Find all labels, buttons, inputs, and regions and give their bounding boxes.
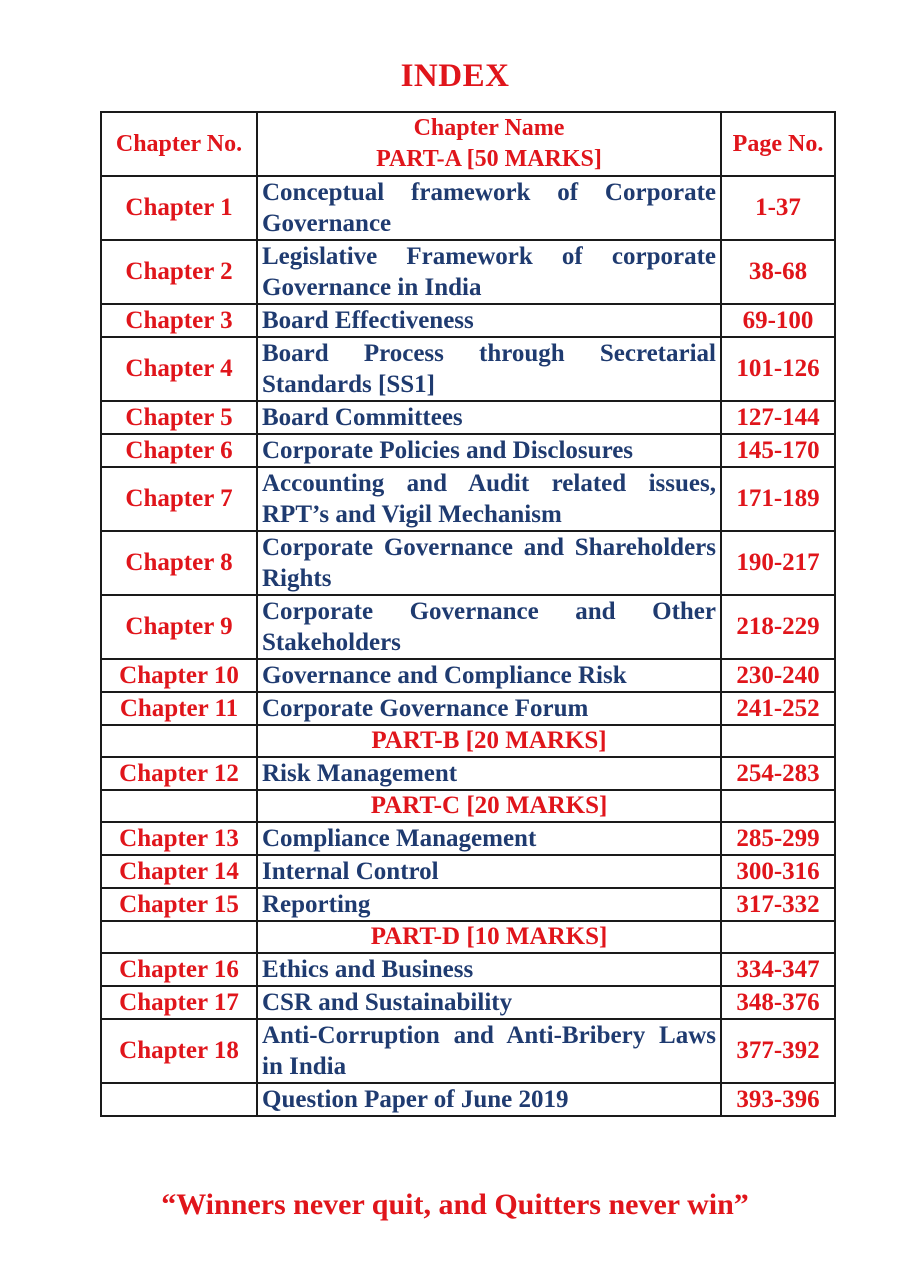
chapter-name: Board Process through Secretarial Standards [SS1] bbox=[257, 337, 721, 401]
table-row bbox=[101, 953, 835, 986]
page-range: 285-299 bbox=[721, 822, 835, 855]
chapter-number: Chapter 10 bbox=[101, 659, 257, 692]
chapter-number: Chapter 11 bbox=[101, 692, 257, 725]
table-row bbox=[101, 434, 835, 467]
chapter-number bbox=[101, 1083, 257, 1116]
table-row bbox=[101, 240, 835, 304]
chapter-name: Legislative Framework of corporate Governance in India bbox=[257, 240, 721, 304]
chapter-name: Reporting bbox=[257, 888, 721, 921]
chapter-name: Accounting and Audit related issues, RPT’s and Vigil Mechanism bbox=[257, 467, 721, 531]
part-row bbox=[101, 921, 835, 953]
chapter-number: Chapter 12 bbox=[101, 757, 257, 790]
part-a-heading: PART-A [50 MARKS] bbox=[376, 146, 602, 172]
page-range: 334-347 bbox=[721, 953, 835, 986]
chapter-number: Chapter 13 bbox=[101, 822, 257, 855]
index-table bbox=[100, 111, 836, 1117]
page-range: 230-240 bbox=[721, 659, 835, 692]
chapter-name: Corporate Governance Forum bbox=[257, 692, 721, 725]
chapter-number: Chapter 4 bbox=[101, 337, 257, 401]
empty-cell bbox=[721, 725, 835, 757]
table-row bbox=[101, 888, 835, 921]
chapter-name: Question Paper of June 2019 bbox=[257, 1083, 721, 1116]
empty-cell bbox=[101, 790, 257, 822]
chapter-number: Chapter 8 bbox=[101, 531, 257, 595]
chapter-number: Chapter 9 bbox=[101, 595, 257, 659]
table-row bbox=[101, 467, 835, 531]
table-row bbox=[101, 986, 835, 1019]
table-row bbox=[101, 595, 835, 659]
part-d-heading: PART-D [10 MARKS] bbox=[257, 921, 721, 953]
table-row bbox=[101, 757, 835, 790]
table-row bbox=[101, 822, 835, 855]
empty-cell bbox=[101, 725, 257, 757]
page-range: 171-189 bbox=[721, 467, 835, 531]
chapter-name: CSR and Sustainability bbox=[257, 986, 721, 1019]
page-range: 377-392 bbox=[721, 1019, 835, 1083]
chapter-number: Chapter 17 bbox=[101, 986, 257, 1019]
page-title: INDEX bbox=[400, 58, 510, 94]
page-range: 1-37 bbox=[721, 176, 835, 240]
page-range: 69-100 bbox=[721, 304, 835, 337]
header-row bbox=[101, 112, 835, 176]
chapter-name: Internal Control bbox=[257, 855, 721, 888]
page-range: 127-144 bbox=[721, 401, 835, 434]
chapter-number: Chapter 15 bbox=[101, 888, 257, 921]
page-range: 101-126 bbox=[721, 337, 835, 401]
chapter-name: Anti-Corruption and Anti-Bribery Laws in India bbox=[257, 1019, 721, 1083]
chapter-number: Chapter 7 bbox=[101, 467, 257, 531]
chapter-name: Corporate Policies and Disclosures bbox=[257, 434, 721, 467]
table-row bbox=[101, 692, 835, 725]
table-row bbox=[101, 176, 835, 240]
table-row bbox=[101, 659, 835, 692]
chapter-number: Chapter 6 bbox=[101, 434, 257, 467]
page-range: 393-396 bbox=[721, 1083, 835, 1116]
chapter-name: Risk Management bbox=[257, 757, 721, 790]
empty-cell bbox=[721, 790, 835, 822]
header-chapter-name bbox=[257, 112, 721, 176]
table-row bbox=[101, 1083, 835, 1116]
chapter-number: Chapter 5 bbox=[101, 401, 257, 434]
chapter-name: Board Committees bbox=[257, 401, 721, 434]
part-row bbox=[101, 725, 835, 757]
header-chapter-no: Chapter No. bbox=[101, 112, 257, 176]
chapter-number: Chapter 3 bbox=[101, 304, 257, 337]
page-range: 190-217 bbox=[721, 531, 835, 595]
chapter-name: Board Effectiveness bbox=[257, 304, 721, 337]
header-page-no: Page No. bbox=[721, 112, 835, 176]
page-range: 241-252 bbox=[721, 692, 835, 725]
chapter-name: Corporate Governance and Shareholders Rights bbox=[257, 531, 721, 595]
page-range: 38-68 bbox=[721, 240, 835, 304]
table-row bbox=[101, 401, 835, 434]
page-range: 348-376 bbox=[721, 986, 835, 1019]
motivational-quote: “Winners never quit, and Quitters never win” bbox=[161, 1188, 749, 1221]
table-row bbox=[101, 1019, 835, 1083]
part-b-heading: PART-B [20 MARKS] bbox=[257, 725, 721, 757]
page-range: 317-332 bbox=[721, 888, 835, 921]
chapter-number: Chapter 2 bbox=[101, 240, 257, 304]
empty-cell bbox=[101, 921, 257, 953]
table-row bbox=[101, 855, 835, 888]
chapter-name: Corporate Governance and Other Stakeholders bbox=[257, 595, 721, 659]
table-row bbox=[101, 304, 835, 337]
page-range: 300-316 bbox=[721, 855, 835, 888]
header-chapter-name-label: Chapter Name bbox=[413, 115, 565, 141]
chapter-name: Ethics and Business bbox=[257, 953, 721, 986]
page-range: 254-283 bbox=[721, 757, 835, 790]
table-row bbox=[101, 531, 835, 595]
chapter-name: Governance and Compliance Risk bbox=[257, 659, 721, 692]
chapter-number: Chapter 14 bbox=[101, 855, 257, 888]
chapter-number: Chapter 18 bbox=[101, 1019, 257, 1083]
chapter-name: Conceptual framework of Corporate Governance bbox=[257, 176, 721, 240]
part-c-heading: PART-C [20 MARKS] bbox=[257, 790, 721, 822]
empty-cell bbox=[721, 921, 835, 953]
part-row bbox=[101, 790, 835, 822]
table-row bbox=[101, 337, 835, 401]
chapter-name: Compliance Management bbox=[257, 822, 721, 855]
page-range: 145-170 bbox=[721, 434, 835, 467]
chapter-number: Chapter 1 bbox=[101, 176, 257, 240]
page-range: 218-229 bbox=[721, 595, 835, 659]
chapter-number: Chapter 16 bbox=[101, 953, 257, 986]
